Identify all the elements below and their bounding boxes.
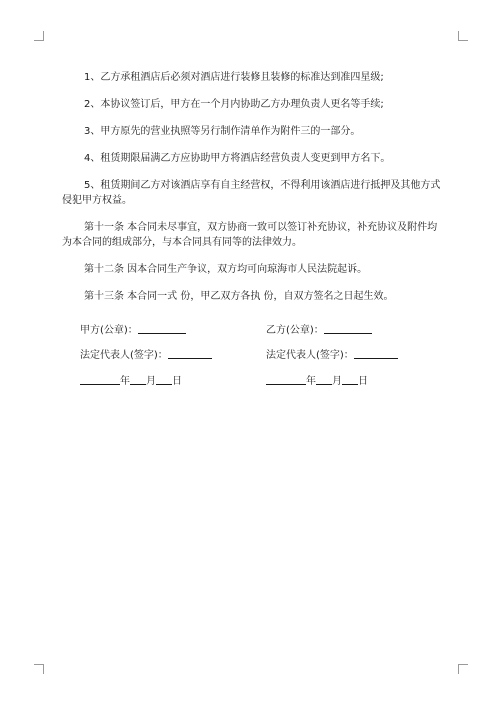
day-line [156, 373, 172, 385]
corner-mark-bottom-right [458, 664, 468, 674]
party-a-representative [80, 347, 212, 363]
party-a-rep-line [168, 347, 212, 359]
year-label: 年 [306, 376, 316, 387]
month-line [316, 373, 332, 385]
party-b-representative [266, 347, 398, 363]
corner-mark-bottom-left [34, 664, 44, 674]
date-row [80, 373, 420, 388]
party-b-seal [266, 322, 372, 338]
day-line [342, 373, 358, 385]
party-b-rep-label: 法定代表人(签字)： [266, 350, 354, 361]
representative-row [80, 347, 420, 362]
article-12: 第十二条 因本合同生产争议，双方均可向琼海市人民法院起诉。 [84, 264, 368, 275]
month-line [130, 373, 146, 385]
day-label: 日 [358, 376, 368, 387]
clause-item-1: 1、乙方承租酒店后必须对酒店进行装修且装修的标准达到准四星级; [84, 72, 384, 83]
year-label: 年 [120, 376, 130, 387]
party-a-date [80, 373, 182, 389]
contract-body [62, 70, 442, 304]
corner-mark-top-right [458, 31, 468, 41]
day-label: 日 [172, 376, 182, 387]
clause-item-5: 5、租赁期间乙方对该酒店享有自主经营权，不得利用该酒店进行抵押及其他方式侵犯甲方权益。 [62, 180, 441, 206]
party-b-rep-line [354, 347, 398, 359]
article-13: 第十三条 本合同一式 份，甲乙双方各执 份，自双方签名之日起生效。 [84, 291, 394, 302]
party-a-seal [80, 322, 186, 338]
party-b-seal-label: 乙方(公章)： [266, 325, 324, 336]
clause-item-3: 3、甲方原先的营业执照等另行制作清单作为附件三的一部分。 [84, 126, 361, 137]
seal-row [80, 322, 420, 337]
corner-mark-top-left [34, 31, 44, 41]
party-b-date [266, 373, 368, 389]
party-a-seal-label: 甲方(公章)： [80, 325, 138, 336]
year-line [266, 373, 306, 385]
article-11: 第十一条 本合同未尽事宜，双方协商一致可以签订补充协议，补充协议及附件均为本合同的组成部分，与本合同具有同等的法律效力。 [62, 222, 438, 248]
party-a-rep-label: 法定代表人(签字)： [80, 350, 168, 361]
clause-item-2: 2、本协议签订后，甲方在一个月内协助乙方办理负责人更名等手续; [84, 99, 384, 110]
clause-item-4: 4、租赁期限届满乙方应协助甲方将酒店经营负责人变更到甲方名下。 [84, 153, 391, 164]
month-label: 月 [146, 376, 156, 387]
party-b-seal-line [324, 322, 372, 334]
month-label: 月 [332, 376, 342, 387]
year-line [80, 373, 120, 385]
party-a-seal-line [138, 322, 186, 334]
